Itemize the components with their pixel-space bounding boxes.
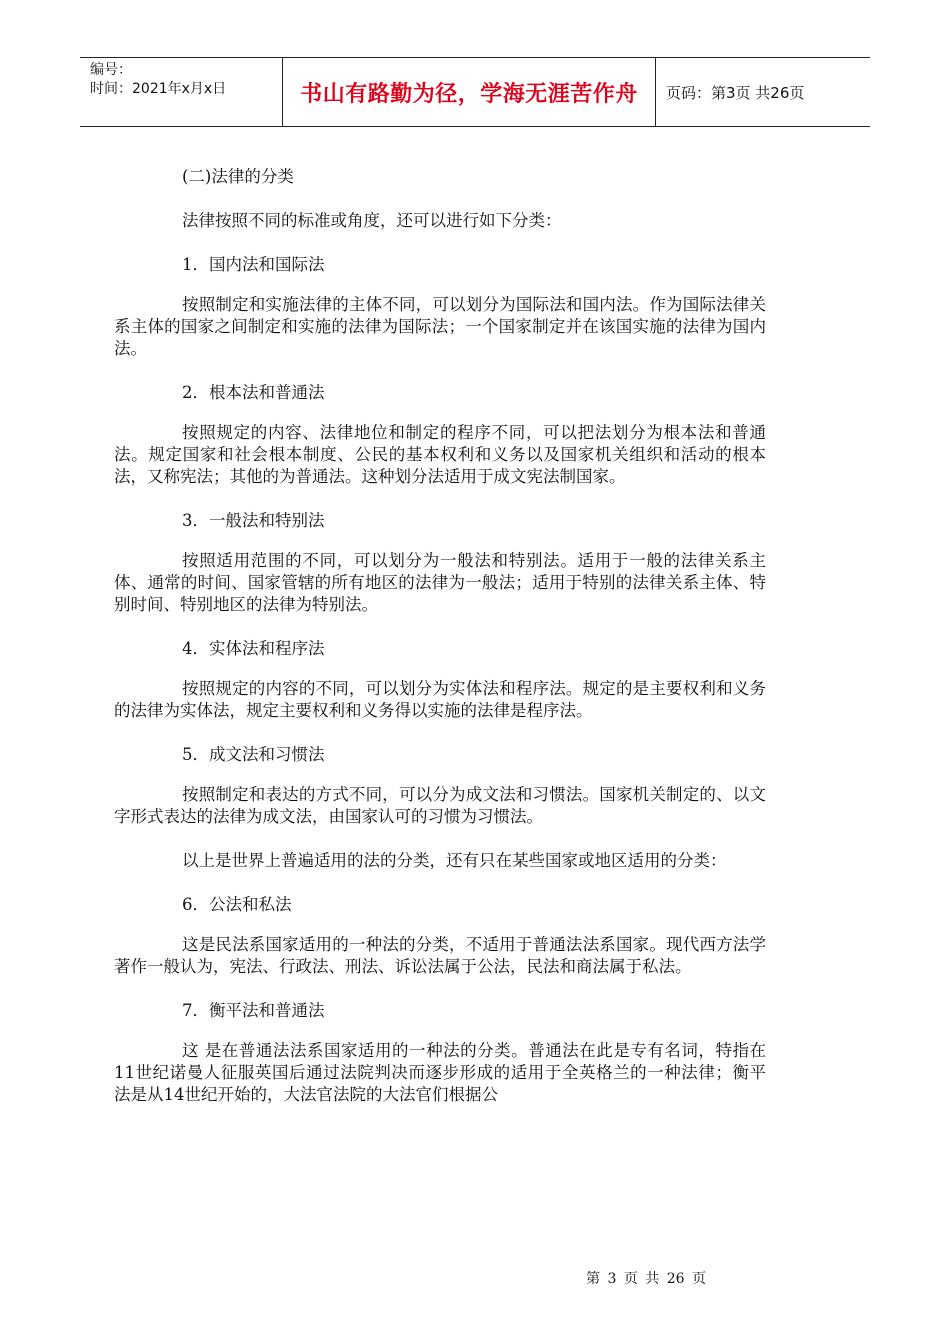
header-meta [80, 58, 282, 126]
body-paragraph: 这是民法系国家适用的一种法的分类，不适用于普通法法系国家。现代西方法学著作一般认为，宪法、行政法、刑法、诉讼法属于公法，民法和商法属于私法。 [114, 935, 766, 976]
body-paragraph: 这 是在普通法法系国家适用的一种法的分类。普通法在此是专有名词，特指在11世纪诺曼人征服英国后通过法院判决而逐步形成的适用于全英格兰的一种法律；衡平 法是从14世纪开始的，大法官法院的大法官们根据公 [114, 1041, 766, 1104]
body-paragraph: 按照制定和表达的方式不同，可以分为成文法和习惯法。国家机关制定的、以文字形式表达的法律为成文法，由国家认可的习惯为习惯法。 [114, 785, 766, 826]
document-number-label: 编号： [90, 62, 132, 78]
body-paragraph: 以上是世界上普遍适用的法的分类，还有只在某些国家或地区适用的分类： [182, 851, 727, 870]
header-page-info: 页码：第3页 共26页 [666, 83, 805, 102]
header-slogan: 书山有路勤为径，学海无涯苦作舟 [282, 58, 656, 126]
body-paragraph: 按照适用范围的不同，可以划分为一般法和特别法。适用于一般的法律关系主体、通常的时间、国家管辖的所有地区的法律为一般法；适用于特别的法律关系主体、特别时间、特别地区的法律为特别法。 [114, 551, 766, 614]
section-heading: 2．根本法和普通法 [182, 383, 325, 402]
section-heading: 7．衡平法和普通法 [182, 1001, 325, 1020]
body-paragraph: 按照规定的内容的不同，可以划分为实体法和程序法。规定的是主要权利和义务的法律为实体法，规定主要权利和义务得以实施的法律是程序法。 [114, 679, 766, 720]
body-paragraph: 按照制定和实施法律的主体不同，可以划分为国际法和国内法。作为国际法律关系主体的国家之间制定和实施的法律为国际法；一个国家制定并在该国实施的法律为国内法。 [114, 295, 766, 358]
document-time-label: 时间：2021年x月x日 [90, 81, 227, 97]
section-heading: 3．一般法和特别法 [182, 511, 325, 530]
body-paragraph: 按照规定的内容、法律地位和制定的程序不同，可以把法划分为根本法和普通法。规定国家和社会根本制度、公民的基本权利和义务以及国家机关组织和活动的根本法，又称宪法；其他的为普通法。这种划分法适用于成文宪法制国家。 [114, 423, 766, 486]
page-footer: 第 3 页 共 26 页 [586, 1271, 706, 1287]
section-heading: 6．公法和私法 [182, 895, 292, 914]
section-heading: 5．成文法和习惯法 [182, 745, 325, 764]
section-heading: 1．国内法和国际法 [182, 255, 325, 274]
section-heading: (二)法律的分类 [182, 167, 294, 186]
document-body [114, 166, 766, 1106]
document-header [80, 57, 870, 127]
section-heading: 法律按照不同的标准或角度，还可以进行如下分类： [182, 211, 562, 230]
section-heading: 4．实体法和程序法 [182, 639, 325, 658]
